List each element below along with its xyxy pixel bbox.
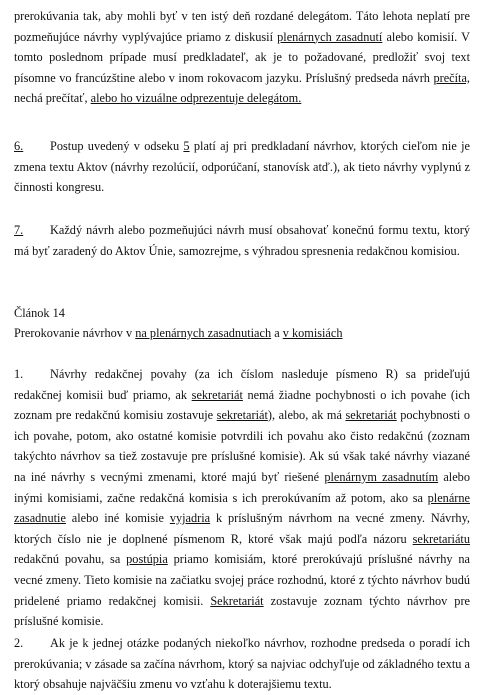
- text-run: k príslušným návrhom na vecné zmeny. Návrhy, ktorých číslo nie je doplnené písmenom R, ktoré však majú podľa názoru: [14, 511, 470, 546]
- paragraph-7: [14, 220, 470, 261]
- paragraph-2: [14, 633, 470, 695]
- text-run: Každý návrh alebo pozmeňujúci návrh musí obsahovať konečnú formu textu, ktorý má byť zaradený do Aktov Únie, samozrejme, s výhradou spresnenia redakčnou komisiou.: [14, 223, 470, 258]
- text-run: Prerokovanie návrhov v: [14, 326, 136, 340]
- paragraph-number: 1.: [14, 367, 24, 381]
- underlined-text: plenárne zasadnutie: [14, 490, 470, 526]
- text-run: nemá žiadne pochybnosti o ich povahe (ich zoznam pre redakčnú komisiu zostavuje: [14, 387, 470, 423]
- underlined-text: v komisiách: [282, 326, 343, 340]
- text-run: alebo komisií. V tomto poslednom prípade musí predkladateľ, ak je to požadované, predložiť svoj text písomne vo francúzštine alebo v inom rokovacom jazyku. Príslušný predseda návrh: [14, 29, 470, 85]
- paragraph-6: [14, 136, 470, 198]
- text-run: pochybnosti o ich povahe, potom, ako ostatné komisie potvrdili ich povahu ako čisto redakčnú (zoznam takýchto návrhov sa tiež zostavuje pre príslušné komisie). Ak sú však také návrhy viazané na iné návrhy s vecnými zmenami, ktoré majú byť riešené: [14, 408, 470, 484]
- underlined-text: na plenárnych zasadnutiach: [135, 326, 272, 340]
- article-title: [14, 323, 343, 343]
- text-run: alebo inými komisiami, začne redakčná komisia s ich prerokúvaním až potom, ako sa: [14, 469, 470, 505]
- underlined-text: plenárnych zasadnutí: [277, 29, 383, 44]
- text-run: Postup uvedený v odseku: [50, 139, 184, 153]
- paragraph-5-continuation: [14, 6, 470, 109]
- paragraph-number: 6.: [14, 139, 24, 153]
- text-run: alebo iné komisie: [65, 511, 170, 526]
- paragraph-1: [14, 364, 470, 632]
- text-run: Ak je k jednej otázke podaných niekoľko návrhov, rozhodne predseda o poradí ich prerokúvania; v zásade sa začína návrhom, ktorý sa najviac odchyľuje od základného textu a ktorý obsahuje najväčšiu zmenu vo vzťahu k doterajšiemu textu.: [14, 636, 470, 692]
- text-run: zostavuje zoznam týchto návrhov pre príslušné komisie.: [14, 593, 471, 629]
- paragraph-number: 7.: [14, 223, 24, 237]
- article-number: Článok 14: [14, 306, 65, 320]
- text-run: nechá prečítať,: [14, 91, 91, 106]
- text-run: ), alebo, ak má: [267, 408, 346, 423]
- underlined-text: sekretariátu: [412, 531, 470, 546]
- text-run: platí aj pri predkladaní návrhov, ktorých cieľom nie je zmena textu Aktov (návrhy rezolúcií, odporúčaní, stanovísk atď.), ak tieto návrhy vyplynú z činnosti kongresu.: [14, 139, 470, 195]
- text-run: a: [271, 326, 283, 340]
- text-run: prerokúvania tak, aby mohli byť v ten istý deň rozdané delegátom. Táto lehota neplatí pre pozmeňujúce návrhy vyplývajúce priamo z diskusií: [14, 9, 470, 44]
- underlined-text: alebo ho vizuálne odprezentuje delegátom.: [90, 91, 302, 106]
- underlined-text: Sekretariát: [210, 593, 264, 608]
- underlined-text: prečíta,: [433, 70, 470, 85]
- underlined-text: sekretariát: [345, 408, 397, 423]
- text-run: priamo komisiám, ktoré prerokúvajú príslušné návrhy na vecné zmeny. Tieto komisie na začiatku svojej práce rozhodnú, ktoré z týchto návrhov budú pridelené priamo redakčnej komisii.: [14, 552, 470, 608]
- paragraph-number: 2.: [14, 636, 24, 650]
- underlined-text: vyjadria: [169, 511, 211, 526]
- text-run: Návrhy redakčnej povahy (za ich číslom nasleduje písmeno R) sa prideľujú redakčnej komisii buď priamo, ak: [14, 367, 470, 402]
- underlined-text: sekretariát: [216, 408, 268, 423]
- underlined-text: sekretariát: [191, 387, 243, 402]
- underlined-text: plenárnym zasadnutím: [324, 469, 439, 484]
- underlined-text: 5: [183, 139, 190, 153]
- text-run: redakčnú povahu, sa: [14, 552, 127, 567]
- underlined-text: postúpia: [126, 552, 168, 567]
